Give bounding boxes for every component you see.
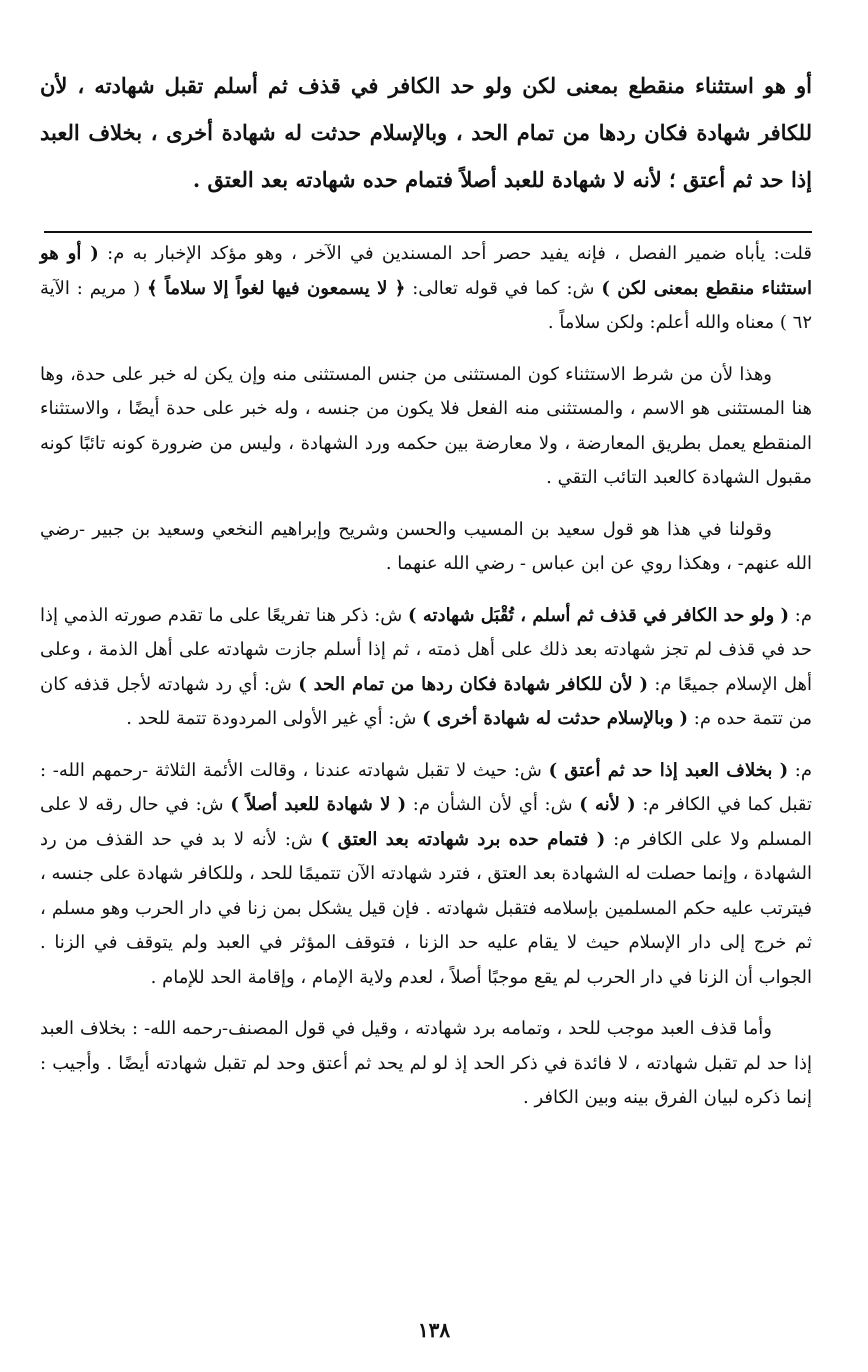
commentary bbox=[40, 237, 812, 1116]
commentary-text: ( مريم : الآية ٦٢ ) معناه والله أعلم: ولكن سلاماً . bbox=[40, 277, 812, 333]
quoted-matn: ( لأن للكافر شهادة فكان ردها من تمام الحد ) bbox=[298, 673, 649, 695]
quran-verse: ﴿ لا يسمعون فيها لغواً إلا سلاماً ﴾ bbox=[147, 277, 406, 299]
commentary-text: ش: كما في قوله تعالى: bbox=[405, 277, 602, 299]
commentary-text: ش: ذكر هنا تفريعًا على ما تقدم صورته الذمي إذا حد في قذف لم تجز شهادته بعد ذلك على أهل ذمته ، ثم إذا أسلم جازت شهادته على أهل الذمة ، وعلى أهل الإسلام جميعًا م: bbox=[40, 604, 812, 695]
commentary-text: ش: أي غير الأولى المردودة تتمة للحد . bbox=[126, 708, 423, 729]
commentary-paragraph-6: وأما قذف العبد موجب للحد ، وتمامه برد شهادته ، وقيل في قول المصنف-رحمه الله- : بخلاف العبد إذا حد لم تقبل شهادته ، لا فائدة في ذكر الحد إذ لو لم يحد ثم أعتق وحد لم تقبل شهادته أيضًا . وأجيب : إنما ذكره لبيان الفرق بينه وبين الكافر . bbox=[40, 1018, 812, 1108]
commentary-paragraph-4 bbox=[40, 599, 812, 737]
quoted-matn: ( لأنه ) bbox=[579, 794, 636, 815]
quoted-matn: ( بخلاف العبد إذا حد ثم أعتق ) bbox=[548, 759, 789, 781]
separator-line bbox=[44, 231, 812, 233]
commentary-text: م: bbox=[788, 759, 812, 781]
commentary-text: م: bbox=[789, 604, 812, 626]
quoted-matn: ( أو هو استثناء منقطع بمعنى لكن ) bbox=[40, 243, 812, 299]
page-number: ١٣٨ bbox=[417, 1318, 451, 1342]
main-text: أو هو استثناء منقطع بمعنى لكن ولو حد الكافر في قذف ثم أسلم تقبل شهادته ، لأن للكافر شهادة فكان ردها من تمام الحد ، وبالإسلام حدثت له شهادة أخرى ، بخلاف العبد إذا حد ثم أعتق ؛ لأنه لا شهادة للعبد أصلاً فتمام حده شهادته بعد العتق . bbox=[40, 73, 812, 192]
commentary-text: ش: في حال رقه لا على المسلم ولا على الكافر م: bbox=[40, 794, 813, 850]
commentary-text: قلت: يأباه ضمير الفصل ، فإنه يفيد حصر أحد المسندين في الآخر ، وهو مؤكد الإخبار به م: bbox=[98, 243, 812, 264]
quoted-matn: ( فتمام حده برد شهادته بعد العتق ) bbox=[320, 828, 606, 850]
commentary-text: ش: أي رد شهادته لأجل قذفه كان من تتمة حده م: bbox=[40, 673, 812, 729]
commentary-text: ش: حيث لا تقبل شهادته عندنا ، وقالت الأئمة الثلاثة -رحمهم الله- : تقبل كما في الكافر م: bbox=[40, 759, 812, 815]
commentary-paragraph-5 bbox=[40, 754, 812, 996]
quoted-matn: ( ولو حد الكافر في قذف ثم أسلم ، تُقْبَل شهادته ) bbox=[408, 604, 789, 626]
commentary-text: ش: لأنه لا بد في حد القذف من رد الشهادة ، وإنما حصلت له الشهادة بعد العتق ، فترد شهادته الآن تتميمًا للحد ، وللكافر شهادة على جنسه ، فيترتب عليه حكم المسلمين بإسلامه فتقبل شهادته . فإن قيل يشكل بمن زنا في دار الحرب وهو مسلم ، ثم خرج إلى دار الإسلام حيث لا يقام عليه حد الزنا ، فتوقف المؤثر في العبد ولم يتوقف في الزنا . الجواب أن الزنا في دار الحرب لم يقع موجبًا أصلاً ، لعدم ولاية الإمام ، وإقامة الحد للإمام . bbox=[40, 828, 812, 988]
quoted-matn: ( وبالإسلام حدثت له شهادة أخرى ) bbox=[422, 708, 689, 729]
commentary-text: ش: أي لأن الشأن م: bbox=[406, 794, 580, 815]
quoted-matn: ( لا شهادة للعبد أصلاً ) bbox=[230, 794, 407, 815]
commentary-paragraph-2: وهذا لأن من شرط الاستثناء كون المستثنى من جنس المستثنى منه وإن يكن له خبر على حدة، وها هنا المستثنى هو الاسم ، والمستثنى منه الفعل فلا يكون من جنسه ، وله خبر على حدة أيضًا ، والاستثناء المنقطع يعمل بطريق المعارضة ، ولا معارضة بين حكمه ورد الشهادة ، وليس من ضرورة كونه تائبًا كونه مقبول الشهادة كالعبد التائب التقي . bbox=[40, 363, 812, 488]
commentary-paragraph-3: وقولنا في هذا هو قول سعيد بن المسيب والحسن وشريح وإبراهيم النخعي وسعيد بن جبير -رضي الله عنهم- ، وهكذا روي عن ابن عباس - رضي الله عنهما . bbox=[40, 518, 812, 574]
commentary-paragraph-1 bbox=[40, 237, 812, 341]
